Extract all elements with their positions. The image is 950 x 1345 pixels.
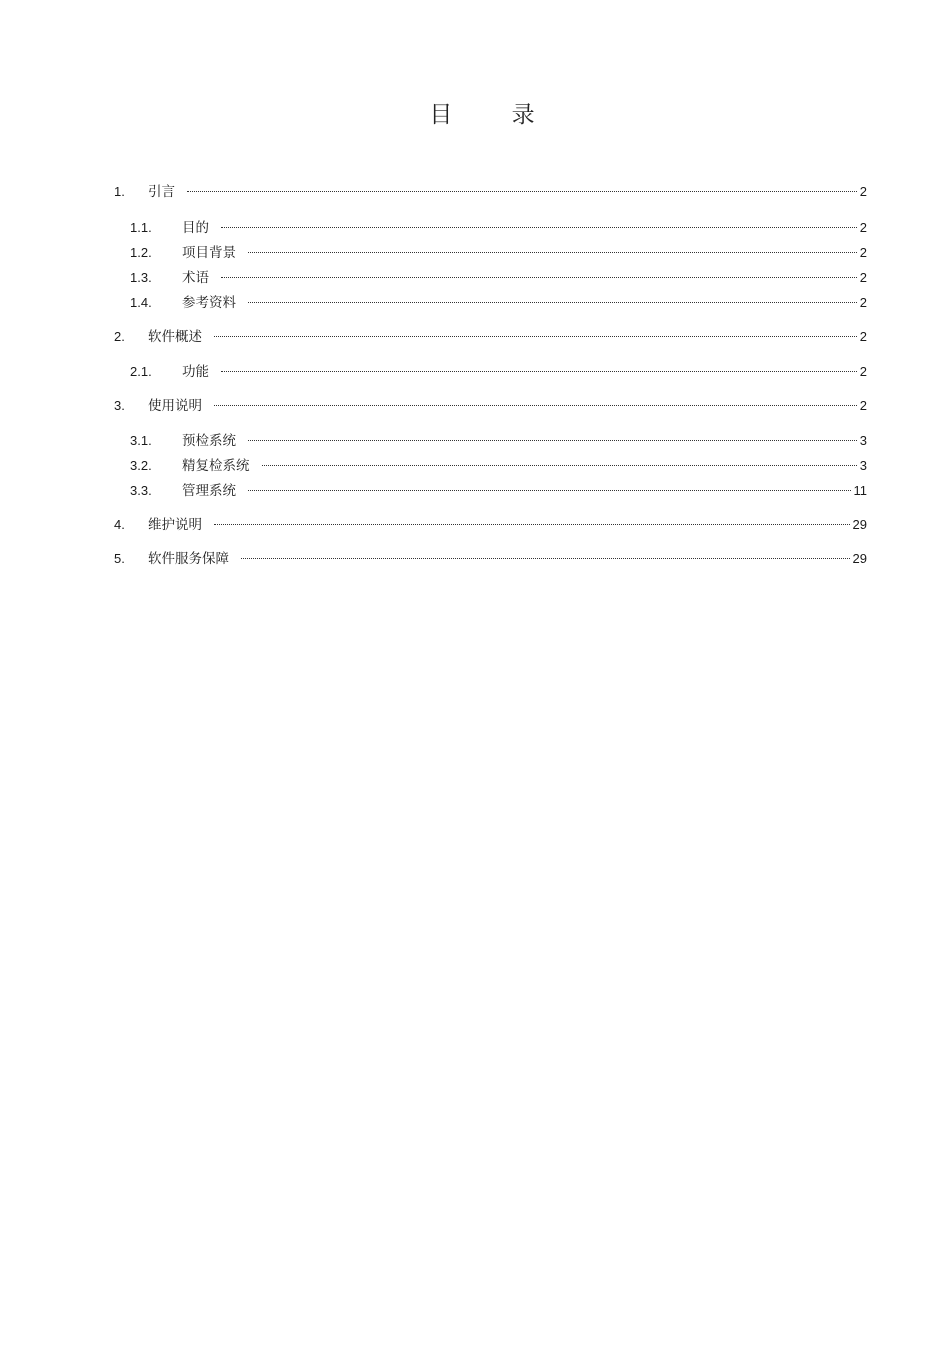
entry-page-number: 2 (859, 220, 867, 235)
entry-label: 维护说明 (148, 517, 202, 533)
dot-leader (221, 212, 860, 232)
toc-entry[interactable] (130, 262, 867, 286)
entry-page-number: 2 (859, 245, 867, 260)
entry-number: 1.2. (130, 245, 152, 260)
dot-leader (241, 543, 853, 563)
entry-label: 预检系统 (182, 433, 236, 449)
entry-label: 引言 (148, 184, 175, 200)
entry-label: 项目背景 (182, 245, 236, 261)
entry-number: 3.2. (130, 458, 152, 473)
entry-page-number: 2 (859, 398, 867, 413)
entry-label: 功能 (182, 364, 209, 380)
dot-leader (248, 475, 854, 495)
entry-label: 软件概述 (148, 329, 202, 345)
entry-page-number: 2 (859, 270, 867, 285)
toc-entry[interactable] (130, 287, 867, 311)
dot-leader (248, 425, 860, 445)
entry-number: 3. (114, 398, 125, 413)
entry-number: 1. (114, 184, 125, 199)
dot-leader (221, 262, 860, 282)
entry-label: 参考资料 (182, 295, 236, 311)
entry-number: 5. (114, 551, 125, 566)
dot-leader (187, 176, 860, 196)
entry-page-number: 2 (859, 329, 867, 344)
toc-entry[interactable] (130, 475, 867, 499)
entry-number: 2.1. (130, 364, 152, 379)
toc-title: 目 录 (429, 102, 561, 128)
entry-number: 1.1. (130, 220, 152, 235)
toc-entry[interactable] (114, 390, 867, 414)
entry-label: 使用说明 (148, 398, 202, 414)
toc-entry[interactable] (114, 176, 867, 200)
entry-label: 软件服务保障 (148, 551, 229, 567)
entry-label: 术语 (182, 270, 209, 286)
entry-number: 3.1. (130, 433, 152, 448)
dot-leader (262, 450, 860, 470)
toc-entry[interactable] (130, 425, 867, 449)
entry-page-number: 2 (859, 364, 867, 379)
toc-entry[interactable] (114, 509, 867, 533)
entry-number: 1.3. (130, 270, 152, 285)
toc-entry[interactable] (130, 212, 867, 236)
entry-page-number: 29 (852, 551, 867, 566)
toc-entry[interactable] (130, 356, 867, 380)
dot-leader (221, 356, 860, 376)
dot-leader (214, 390, 860, 410)
entry-page-number: 3 (859, 458, 867, 473)
entry-number: 2. (114, 329, 125, 344)
entry-label: 管理系统 (182, 483, 236, 499)
entry-page-number: 2 (859, 184, 867, 199)
toc-entry[interactable] (114, 321, 867, 345)
dot-leader (214, 509, 853, 529)
dot-leader (248, 287, 860, 307)
entry-number: 1.4. (130, 295, 152, 310)
entry-page-number: 3 (859, 433, 867, 448)
dot-leader (214, 321, 860, 341)
entry-label: 精复检系统 (182, 458, 250, 474)
dot-leader (248, 237, 860, 257)
entry-page-number: 2 (859, 295, 867, 310)
entry-page-number: 11 (853, 483, 867, 498)
entry-number: 3.3. (130, 483, 152, 498)
toc-entry[interactable] (130, 450, 867, 474)
entry-page-number: 29 (852, 517, 867, 532)
toc-entry[interactable] (114, 543, 867, 567)
entry-label: 目的 (182, 220, 209, 236)
toc-entry[interactable] (130, 237, 867, 261)
entry-number: 4. (114, 517, 125, 532)
